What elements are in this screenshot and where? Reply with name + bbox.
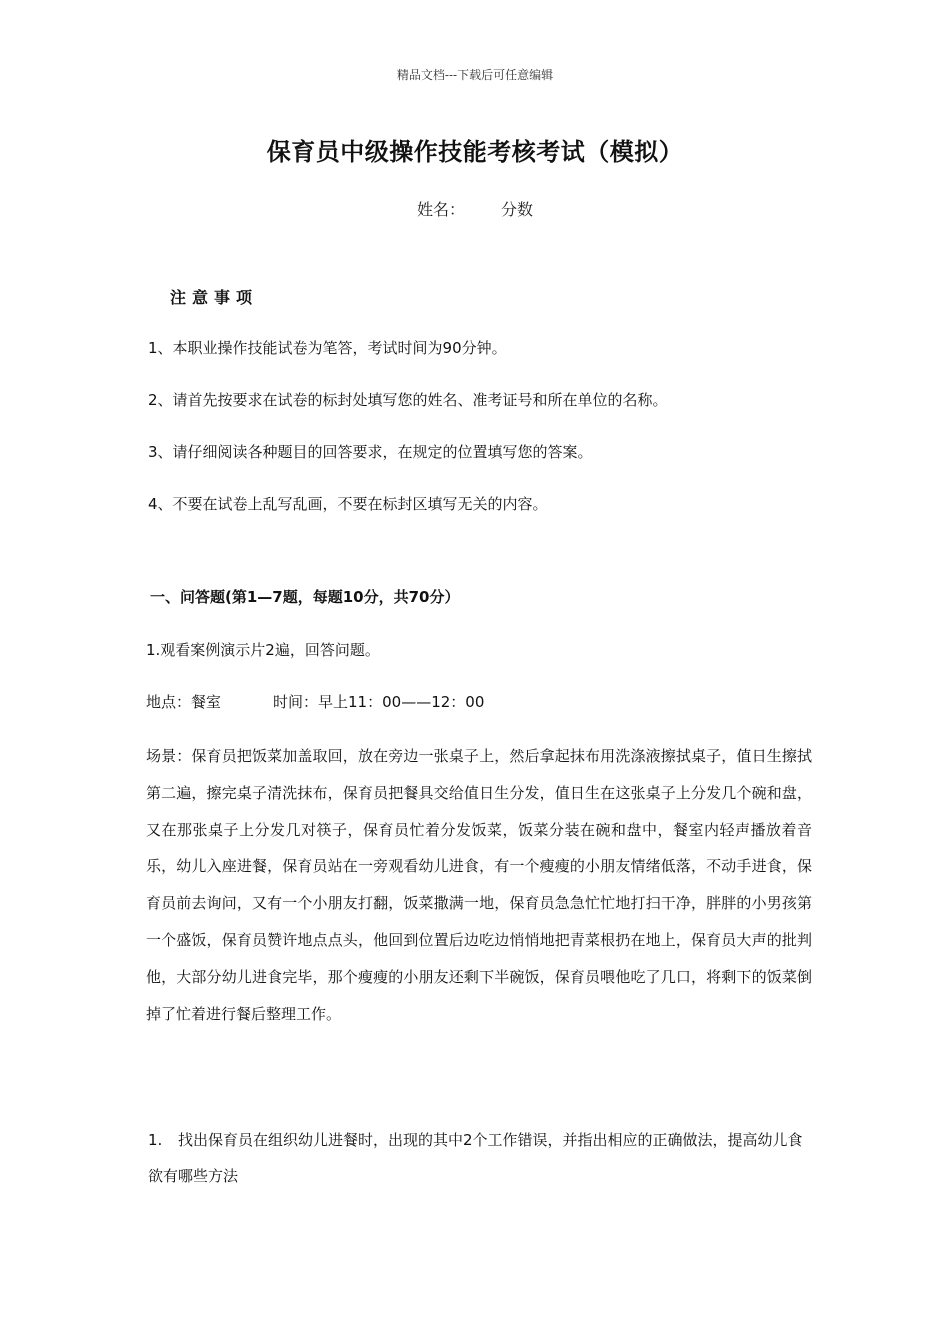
notice-item: 1、本职业操作技能试卷为笔答，考试时间为90分钟。 <box>148 339 507 357</box>
name-score-line <box>0 197 950 220</box>
case-intro: 1.观看案例演示片2遍，回答问题。 <box>146 641 380 659</box>
location-text: 地点：餐室 <box>146 693 222 711</box>
notice-item: 3、请仔细阅读各种题目的回答要求，在规定的位置填写您的答案。 <box>148 443 593 461</box>
scene-paragraph: 场景：保育员把饭菜加盖取回，放在旁边一张桌子上，然后拿起抹布用洗涤液擦拭桌子，值日生擦拭第二遍，擦完桌子清洗抹布，保育员把餐具交给值日生分发，值日生在这张桌子上分发几个碗和盘，又在那张桌子上分发几对筷子，保育员忙着分发饭菜，饭菜分装在碗和盘中，餐室内轻声播放着音乐，幼儿入座进餐，保育员站在一旁观看幼儿进食，有一个瘦瘦的小朋友情绪低落，不动手进食，保育员前去询问，又有一个小朋友打翻，饭菜撒满一地，保育员急急忙忙地打扫干净，胖胖的小男孩第一个盛饭，保育员赞许地点点头，他回到位置后边吃边悄悄地把青菜根扔在地上，保育员大声的批判他，大部分幼儿进食完毕，那个瘦瘦的小朋友还剩下半碗饭，保育员喂他吃了几口，将剩下的饭菜倒掉了忙着进行餐后整理工作。 <box>146 747 812 1023</box>
page-title: 保育员中级操作技能考核考试（模拟） <box>266 138 684 166</box>
name-label: 姓名： <box>416 200 465 219</box>
location-time-line <box>146 691 484 712</box>
notice-heading: 注意事项 <box>170 288 259 307</box>
question-text: 找出保育员在组织幼儿进餐时，出现的其中2个工作错误，并指出相应的正确做法，提高幼儿食欲有哪些方法 <box>148 1131 803 1185</box>
time-text: 时间：早上11：00——12：00 <box>273 693 485 711</box>
section-heading: 一、问答题(第1—7题，每题10分，共70分） <box>150 588 460 606</box>
header-note: 精品文档---下载后可任意编辑 <box>396 68 554 82</box>
notice-item: 2、请首先按要求在试卷的标封处填写您的姓名、准考证号和所在单位的名称。 <box>148 391 668 409</box>
score-label: 分数 <box>501 200 534 219</box>
notice-item: 4、不要在试卷上乱写乱画，不要在标封区填写无关的内容。 <box>148 495 548 513</box>
question-number: 1. <box>148 1131 163 1149</box>
question-item <box>148 1122 814 1194</box>
